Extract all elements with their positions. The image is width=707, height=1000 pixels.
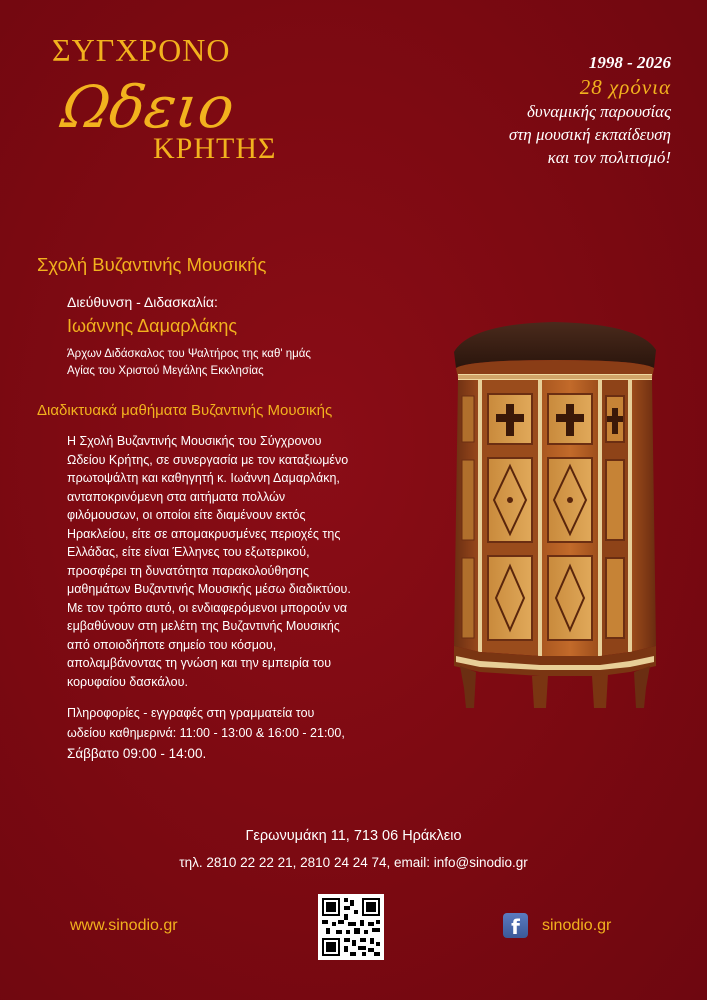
online-lessons-title: Διαδικτυακά μαθήματα Βυζαντινής Μουσικής — [37, 402, 333, 419]
contact-details: τηλ. 2810 22 22 21, 2810 24 24 74, email: info@sinodio.gr — [179, 855, 528, 870]
body-line: κορυφαίου δασκάλου. — [67, 674, 188, 689]
body-line: απολαμβάνοντας τη γνώση και την εμπειρία του — [67, 656, 332, 670]
body-line: Ελλάδας, είτε είναι Έλληνες του εξωτερικού, — [67, 545, 310, 559]
body-line: εμβαθύνουν στη μελέτη της Βυζαντινής Μουσικής — [67, 619, 340, 633]
info-line: ωδείου καθημερινά: 11:00 - 13:00 & 16:00 - 21:00, — [67, 726, 345, 740]
online-lessons-description — [67, 432, 412, 691]
registration-info — [67, 703, 345, 765]
logo-script-text: Ωδειο — [57, 73, 239, 141]
address: Γερωνυμάκη 11, 713 06 Ηράκλειο — [245, 828, 462, 844]
info-line: Πληροφορίες - εγγραφές στη γραμματεία του — [67, 706, 315, 720]
wooden-inlay-cabinet-image — [440, 316, 668, 710]
body-line: Ηρακλείου, είτε σε απομακρυσμένες περιοχές της — [67, 526, 341, 541]
logo-bottom-text: ΚΡΗΤΗΣ — [153, 132, 277, 165]
body-line: από οποιοδήποτε σημείο του κόσμου, — [67, 637, 277, 652]
body-line: μαθημάτων Βυζαντινής Μουσικής μέσω διαδικτύου. — [67, 582, 351, 596]
body-line: ανταποκρινόμενη στα αιτήματα πολλών — [67, 489, 286, 504]
facebook-link[interactable]: sinodio.gr — [542, 917, 612, 934]
facebook-icon[interactable]: f — [503, 913, 528, 938]
anniversary-line: και τον πολιτισμό! — [547, 148, 671, 167]
anniversary-line: δυναμικής παρουσίας — [526, 102, 671, 121]
logo-top-text: ΣΥΓΧΡΟΝΟ — [52, 32, 231, 68]
director-role — [67, 346, 311, 380]
body-line: πρωτοψάλτη και καθηγητή κ. Ιωάννη Δαμαρλάκη, — [67, 471, 340, 485]
info-line: Σάββατο 09:00 - 14:00. — [67, 746, 207, 761]
director-role-line: Αγίας του Χριστού Μεγάλης Εκκλησίας — [67, 365, 264, 377]
body-line: Ωδείου Κρήτης, σε συνεργασία με τον καταξιωμένο — [67, 452, 349, 467]
anniversary-count: 28 χρόνια — [579, 75, 671, 99]
anniversary-line: στη μουσική εκπαίδευση — [508, 125, 671, 144]
anniversary-years: 1998 - 2026 — [588, 53, 671, 72]
body-line: προσφέρει τη δυνατότητα παρακολούθησης — [67, 563, 309, 578]
director-name: Ιωάννης Δαμαρλάκης — [67, 316, 238, 336]
school-title: Σχολή Βυζαντινής Μουσικής — [37, 254, 267, 275]
body-line: Με τον τρόπο αυτό, οι ενδιαφερόμενοι μπορούν να — [67, 600, 348, 615]
qr-code-icon[interactable] — [318, 894, 384, 960]
director-label: Διεύθυνση - Διδασκαλία: — [67, 294, 218, 310]
school-logo — [40, 32, 290, 172]
anniversary-block — [509, 52, 671, 169]
website-link[interactable]: www.sinodio.gr — [70, 917, 178, 934]
body-line: Η Σχολή Βυζαντινής Μουσικής του Σύγχρονου — [67, 434, 322, 448]
director-role-line: Άρχων Διδάσκαλος του Ψαλτήρος της καθ' ημάς — [67, 348, 311, 360]
body-line: φιλόμουσων, οι οποίοι είτε διαμένουν εκτός — [67, 508, 306, 522]
